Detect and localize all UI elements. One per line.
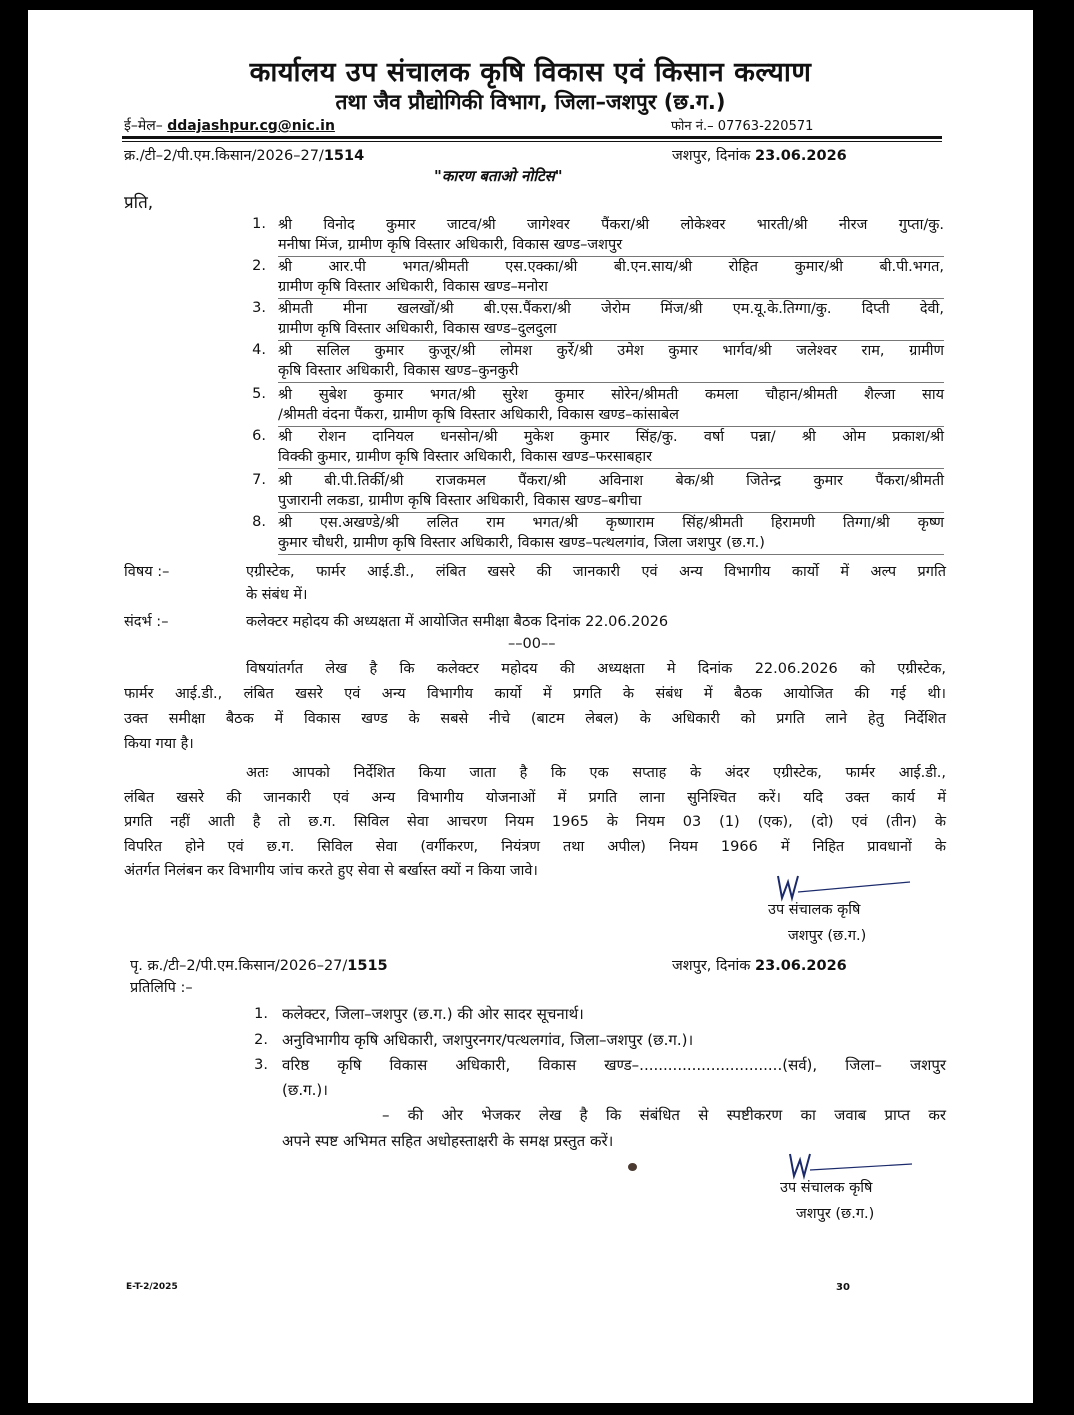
- recipient-number: 2.: [252, 258, 266, 274]
- separator: ––00––: [508, 636, 556, 652]
- letter-number: [124, 146, 364, 166]
- email-label: ई–मेल–: [124, 118, 163, 134]
- recipient-number: 5.: [252, 386, 266, 402]
- date-value: 23.06.2026: [755, 148, 847, 164]
- reference-label: संदर्भ :–: [124, 614, 169, 630]
- recipient-number: 4.: [252, 342, 266, 358]
- copy-letter-number: [130, 956, 388, 976]
- para1-line: फार्मर आई.डी., लंबित खसरे एवं अन्य विभागीय कार्यो में प्रगति के संबंध में बैठक आयोजित की गई थी।: [124, 686, 946, 702]
- header-rule-thick: [122, 136, 942, 139]
- copy-item: कलेक्टर, जिला–जशपुर (छ.ग.) की ओर सादर सूचनार्थ।: [282, 1005, 584, 1023]
- recipient-divider: [278, 382, 944, 383]
- email-line: [124, 116, 335, 135]
- subject-line-1: एग्रीस्टेक, फार्मर आई.डी., लंबित खसरे की जानकारी एवं अन्य विभागीय कार्यो में अल्प प्रगति: [246, 564, 946, 580]
- copy-number: 2.: [254, 1032, 268, 1048]
- subject-label: विषय :–: [124, 564, 170, 580]
- para1-line: किया गया है।: [124, 736, 194, 752]
- copy-number-prefix: पृ. क्र./टी–2/पी.एम.किसान/2026–27/: [130, 958, 348, 974]
- copy-number-value: 1515: [347, 958, 388, 974]
- letter-number-prefix: क्र./टी–2/पी.एम.किसान/2026–27/: [124, 148, 324, 164]
- office-title: कार्यालय उप संचालक कृषि विकास एवं किसान कल्याण: [249, 57, 812, 88]
- copy-note-line: अपने स्पष्ट अभिमत सहित अधोहस्ताक्षरी के समक्ष प्रस्तुत करें।: [282, 1132, 614, 1150]
- para2-line: प्रगति नहीं आती है तो छ.ग. सिविल सेवा आचरण नियम 1965 के नियम 03 (1) (एक), (दो) एवं (तीन) के: [124, 814, 946, 830]
- date-label: जशपुर, दिनांक: [672, 148, 751, 164]
- para2-line: अंतर्गत निलंबन कर विभागीय जांच करते हुए सेवा से बर्खास्त क्यों न किया जावे।: [124, 863, 538, 879]
- to-label: प्रति,: [124, 193, 154, 213]
- recipient-line-1: श्री बी.पी.तिर्की/श्री राजकमल पैंकरा/श्री अविनाश बेक/श्री जितेन्द्र कुमार पैंकरा/श्रीमती: [278, 473, 944, 489]
- copy-date-value: 23.06.2026: [755, 958, 847, 974]
- recipient-line-1: श्री सुबेश कुमार भगत/श्री सुरेश कुमार सोरेन/श्रीमती कमला चौहान/श्रीमती शैल्जा साय: [278, 387, 944, 403]
- letter-date: [672, 146, 847, 166]
- recipient-number: 7.: [252, 472, 266, 488]
- recipient-line-2: मनीषा मिंज, ग्रामीण कृषि विस्तार अधिकारी, विकास खण्ड–जशपुर: [278, 237, 623, 253]
- recipient-line-1: श्री रोशन दानियल धनसोन/श्री मुकेश कुमार सिंह/कु. वर्षा पन्ना/ श्री ओम प्रकाश/श्री: [278, 429, 944, 445]
- signatory-title: उप संचालक कृषि: [780, 1180, 873, 1196]
- copy-date-label: जशपुर, दिनांक: [672, 958, 751, 974]
- recipient-line-2: कृषि विस्तार अधिकारी, विकास खण्ड–कुनकुरी: [278, 363, 519, 379]
- recipient-line-2: ग्रामीण कृषि विस्तार अधिकारी, विकास खण्ड–मनोरा: [278, 279, 548, 295]
- copy-date: [672, 956, 847, 976]
- recipient-divider: [278, 468, 944, 469]
- copy-number: 1.: [254, 1006, 268, 1022]
- copy-item: अनुविभागीय कृषि अधिकारी, जशपुरनगर/पत्थलगांव, जिला–जशपुर (छ.ग.)।: [282, 1031, 694, 1049]
- recipient-line-2: विक्की कुमार, ग्रामीण कृषि विस्तार अधिकारी, विकास खण्ड–फरसाबहार: [278, 449, 653, 465]
- page-number: 30: [836, 1282, 850, 1293]
- copy-number: 3.: [254, 1057, 268, 1073]
- recipient-line-2: ग्रामीण कृषि विस्तार अधिकारी, विकास खण्ड–दुलदुला: [278, 321, 557, 337]
- document-page: [28, 10, 1033, 1403]
- letter-number-value: 1514: [323, 148, 365, 164]
- reference-text: कलेक्टर महोदय की अध्यक्षता में आयोजित समीक्षा बैठक दिनांक 22.06.2026: [246, 614, 669, 630]
- header-rule-thin: [122, 141, 942, 142]
- recipient-number: 8.: [252, 514, 266, 530]
- ink-spot: [628, 1163, 637, 1171]
- recipient-line-1: श्री आर.पी भगत/श्रीमती एस.एक्का/श्री बी.एन.साय/श्री रोहित कुमार/श्री बी.पी.भगत,: [278, 259, 944, 275]
- phone-number: फोन नं.– 07763-220571: [671, 119, 814, 134]
- recipient-line-2: /श्रीमती वंदना पैंकरा, ग्रामीण कृषि विस्तार अधिकारी, विकास खण्ड–कांसाबेल: [278, 407, 679, 423]
- para1-line: उक्त समीक्षा बैठक में विकास खण्ड के सबसे नीचे (बाटम लेबल) के अधिकारी को प्रगति लाने हेतु निर्देशित: [124, 711, 946, 727]
- para1-line: विषयांतर्गत लेख है कि कलेक्टर महोदय की अध्यक्षता मे दिनांक 22.06.2026 को एग्रीस्टेक,: [246, 661, 946, 677]
- copy-note-line: – की ओर भेजकर लेख है कि संबंधित से स्पष्टीकरण का जवाब प्राप्त कर: [382, 1106, 946, 1124]
- recipient-line-2: पुजारानी लकडा, ग्रामीण कृषि विस्तार अधिकारी, विकास खण्ड–बगीचा: [278, 493, 642, 509]
- recipient-line-1: श्रीमती मीना खलखों/श्री बी.एस.पैंकरा/श्री जेरोम मिंज/श्री एम.यू.के.तिग्गा/कु. दिप्ती देवी,: [278, 301, 944, 317]
- recipient-number: 6.: [252, 428, 266, 444]
- form-code: E-T-2/2025: [126, 1282, 178, 1292]
- recipient-line-2: कुमार चौधरी, ग्रामीण कृषि विस्तार अधिकारी, विकास खण्ड–पत्थलगांव, जिला जशपुर (छ.ग.): [278, 535, 765, 551]
- para2-line: लंबित खसरे की जानकारी एवं अन्य विभागीय योजनाओं में प्रगति लाना सुनिश्चित करें। यदि उक्त कार्य में: [124, 790, 946, 806]
- email-address: ddajashpur.cg@nic.in: [167, 118, 335, 134]
- recipient-line-1: श्री विनोद कुमार जाटव/श्री जागेश्वर पैंकरा/श्री लोकेश्वर भारती/श्री नीरज गुप्ता/कु.: [278, 217, 944, 233]
- copy-item: वरिष्ठ कृषि विकास अधिकारी, विकास खण्ड–..............................(सर्व), जिला– जशपुर: [282, 1056, 946, 1074]
- subject-line-2: के संबंध में।: [246, 587, 308, 603]
- notice-title: "कारण बताओ नोटिस": [434, 167, 563, 185]
- recipient-number: 1.: [252, 216, 266, 232]
- copy-item-continued: (छ.ग.)।: [282, 1081, 328, 1099]
- copy-label: प्रतिलिपि :–: [130, 980, 193, 996]
- para2-line: विपरित होने एवं छ.ग. सिविल सेवा (वर्गीकरण, नियंत्रण तथा अपील) नियम 1966 में निहित प्रावधानों के: [124, 839, 946, 855]
- signatory-place: जशपुर (छ.ग.): [788, 928, 867, 944]
- department-title: तथा जैव प्रौद्योगिकी विभाग, जिला–जशपुर (छ.ग.): [335, 90, 726, 114]
- signatory-place: जशपुर (छ.ग.): [796, 1206, 875, 1222]
- para2-line: अतः आपको निर्देशित किया जाता है कि एक सप्ताह के अंदर एग्रीस्टेक, फार्मर आई.डी.,: [246, 765, 946, 781]
- recipient-divider: [278, 554, 944, 555]
- recipient-line-1: श्री सलिल कुमार कुजूर/श्री लोमश कुर्रे/श्री उमेश कुमार भार्गव/श्री जलेश्वर राम, ग्रामीण: [278, 343, 944, 359]
- recipient-number: 3.: [252, 300, 266, 316]
- signatory-title: उप संचालक कृषि: [768, 902, 861, 918]
- recipient-line-1: श्री एस.अखण्डे/श्री ललित राम भगत/श्री कृष्णाराम सिंह/श्रीमती हिरामणी तिग्गा/श्री कृष्ण: [278, 515, 944, 531]
